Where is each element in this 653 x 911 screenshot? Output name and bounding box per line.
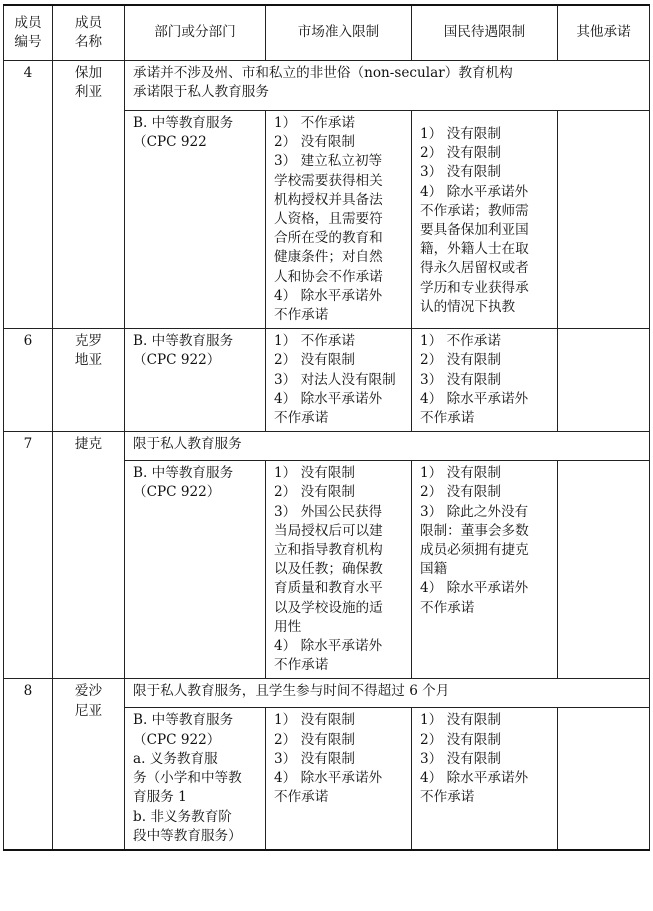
cell-line: 1） 没有限制 [274, 712, 355, 729]
header-row [4, 5, 650, 61]
cell-line: 不作承诺；教师需 [420, 202, 529, 219]
cell-line: 3） 建立私立初等 [274, 153, 383, 170]
cell-line: 承诺限于私人教育服务 [133, 84, 269, 101]
cell-line: 学校需要获得相关 [274, 172, 383, 189]
other-commitments-cell [558, 111, 650, 329]
cell-line: 1） 没有限制 [420, 465, 501, 482]
scope-note [125, 679, 650, 708]
header-member-number [4, 5, 53, 61]
member-number: 7 [4, 432, 53, 679]
market-access-cell [266, 461, 412, 679]
cell-line: B. 中等教育服务 [133, 115, 234, 131]
national-treatment-cell [412, 708, 558, 850]
cell-line: b. 非义务教育阶 [133, 808, 232, 825]
member-name [53, 679, 125, 850]
cell-line: 3） 没有限制 [420, 750, 501, 767]
sector-cell [125, 708, 266, 850]
cell-line: 承诺并不涉及州、市和私立的非世俗（non-secular）教育机构 [133, 65, 513, 81]
member-number: 8 [4, 679, 53, 850]
national-treatment-cell [412, 329, 558, 432]
cell-line: 合所在受的教育和 [274, 230, 383, 247]
header-market-access: 市场准入限制 [266, 5, 412, 61]
header-text: 名称 [74, 34, 103, 50]
other-commitments-cell [558, 461, 650, 679]
member-name [53, 61, 125, 329]
header-member-name [53, 5, 125, 61]
cell-line: 籍，外籍人士在取 [420, 241, 529, 258]
header-text: 成员 [14, 14, 42, 31]
cell-line: 4） 除水平承诺外 [274, 638, 383, 655]
cell-line: 认的情况下执教 [420, 298, 516, 315]
cell-line: （CPC 922 [133, 134, 207, 151]
cell-line: 爱沙 [74, 683, 103, 700]
market-access-cell [266, 708, 412, 850]
cell-line: 要具备保加利亚国 [420, 222, 529, 239]
cell-line: 不作承诺 [420, 789, 475, 806]
cell-line: 4） 除水平承诺外 [274, 390, 383, 407]
cell-line: 机构授权并具备法 [274, 191, 383, 208]
header-other-commitments: 其他承诺 [558, 5, 650, 61]
cell-line: 4） 除水平承诺外 [420, 390, 529, 407]
cell-line: （CPC 922） [133, 352, 221, 369]
cell-line: 2） 没有限制 [274, 134, 355, 151]
cell-line: 当局授权后可以建 [274, 522, 383, 539]
cell-line: 4） 除水平承诺外 [420, 183, 529, 200]
cell-line: 2） 没有限制 [420, 484, 501, 501]
cell-line: 限于私人教育服务 [133, 436, 242, 453]
cell-line: 捷克 [74, 436, 103, 453]
cell-line: 得永久居留权或者 [420, 260, 529, 277]
cell-line: 务（小学和中等教 [133, 770, 242, 787]
cell-line: 2） 没有限制 [274, 731, 355, 748]
cell-line: 1） 不作承诺 [420, 333, 501, 350]
cell-line: （CPC 922） [133, 731, 221, 748]
sector-cell [125, 111, 266, 329]
cell-line: a. 义务教育服 [133, 750, 218, 767]
cell-line: 3） 对法人没有限制 [274, 371, 396, 388]
cell-line: （CPC 922） [133, 484, 221, 501]
cell-line: 1） 没有限制 [274, 465, 355, 482]
table-row [4, 432, 650, 461]
cell-line: 育质量和教育水平 [274, 580, 383, 597]
cell-line: 2） 没有限制 [274, 484, 355, 501]
commitment-table [3, 4, 650, 851]
cell-line: 4） 除水平承诺外 [420, 580, 529, 597]
cell-line: 人和协会不作承诺 [274, 268, 383, 285]
cell-line: 成员必须拥有捷克 [420, 542, 529, 559]
cell-line: 保加 [74, 65, 103, 81]
cell-line: 2） 没有限制 [274, 352, 355, 369]
cell-line: 2） 没有限制 [420, 145, 501, 162]
cell-line: 人资格，且需要符 [274, 211, 383, 228]
cell-line: 尼亚 [74, 702, 103, 719]
scope-note [125, 61, 650, 111]
cell-line: 不作承诺 [274, 657, 329, 674]
header-text: 编号 [14, 34, 42, 50]
cell-line: 克罗 [74, 333, 103, 350]
cell-line: 用性 [274, 618, 302, 635]
sector-cell [125, 329, 266, 432]
cell-line: 1） 不作承诺 [274, 333, 355, 350]
header-text: 成员 [74, 14, 103, 31]
cell-line: 不作承诺 [420, 410, 475, 427]
cell-line: 2） 没有限制 [420, 731, 501, 748]
scope-note [125, 432, 650, 461]
cell-line: 利亚 [74, 84, 103, 101]
cell-line: 3） 没有限制 [420, 164, 501, 181]
table-row [4, 329, 650, 432]
member-name [53, 329, 125, 432]
market-access-cell [266, 329, 412, 432]
cell-line: 以及学校设施的适 [274, 599, 383, 616]
cell-line: 不作承诺 [420, 599, 475, 616]
cell-line: 3） 没有限制 [274, 750, 355, 767]
cell-line: 限于私人教育服务，且学生参与时间不得超过 6 个月 [133, 683, 450, 700]
table-row [4, 679, 650, 708]
cell-line: B. 中等教育服务 [133, 333, 234, 350]
market-access-cell [266, 111, 412, 329]
header-sector: 部门或分部门 [125, 5, 266, 61]
cell-line: 3） 没有限制 [420, 371, 501, 388]
cell-line: 以及任教；确保教 [274, 561, 383, 578]
cell-line: 不作承诺 [274, 410, 329, 427]
other-commitments-cell [558, 329, 650, 432]
cell-line: 国籍 [420, 561, 448, 578]
cell-line: 学历和专业获得承 [420, 279, 529, 296]
cell-line: B. 中等教育服务 [133, 465, 234, 482]
other-commitments-cell [558, 708, 650, 850]
member-number: 6 [4, 329, 53, 432]
national-treatment-cell [412, 461, 558, 679]
cell-line: 4） 除水平承诺外 [420, 770, 529, 787]
cell-line: 地亚 [74, 352, 103, 369]
member-number: 4 [4, 61, 53, 329]
table-row [4, 61, 650, 111]
cell-line: 1） 没有限制 [420, 126, 501, 142]
sector-cell [125, 461, 266, 679]
cell-line: 限制：董事会多数 [420, 522, 529, 539]
cell-line: B. 中等教育服务 [133, 712, 234, 729]
member-name [53, 432, 125, 679]
cell-line: 立和指导教育机构 [274, 542, 383, 559]
cell-line: 2） 没有限制 [420, 352, 501, 369]
cell-line: 健康条件；对自然 [274, 249, 383, 266]
table-body [4, 61, 650, 850]
header-national-treatment: 国民待遇限制 [412, 5, 558, 61]
cell-line: 3） 除此之外没有 [420, 503, 529, 520]
cell-line: 段中等教育服务） [133, 827, 242, 844]
cell-line: 不作承诺 [274, 789, 329, 806]
cell-line: 4） 除水平承诺外 [274, 287, 383, 304]
cell-line: 4） 除水平承诺外 [274, 770, 383, 787]
cell-line: 育服务 1 [133, 789, 187, 806]
cell-line: 1） 不作承诺 [274, 115, 355, 131]
national-treatment-cell [412, 111, 558, 329]
cell-line: 3） 外国公民获得 [274, 503, 383, 520]
cell-line: 1） 没有限制 [420, 712, 501, 729]
cell-line: 不作承诺 [274, 307, 329, 324]
